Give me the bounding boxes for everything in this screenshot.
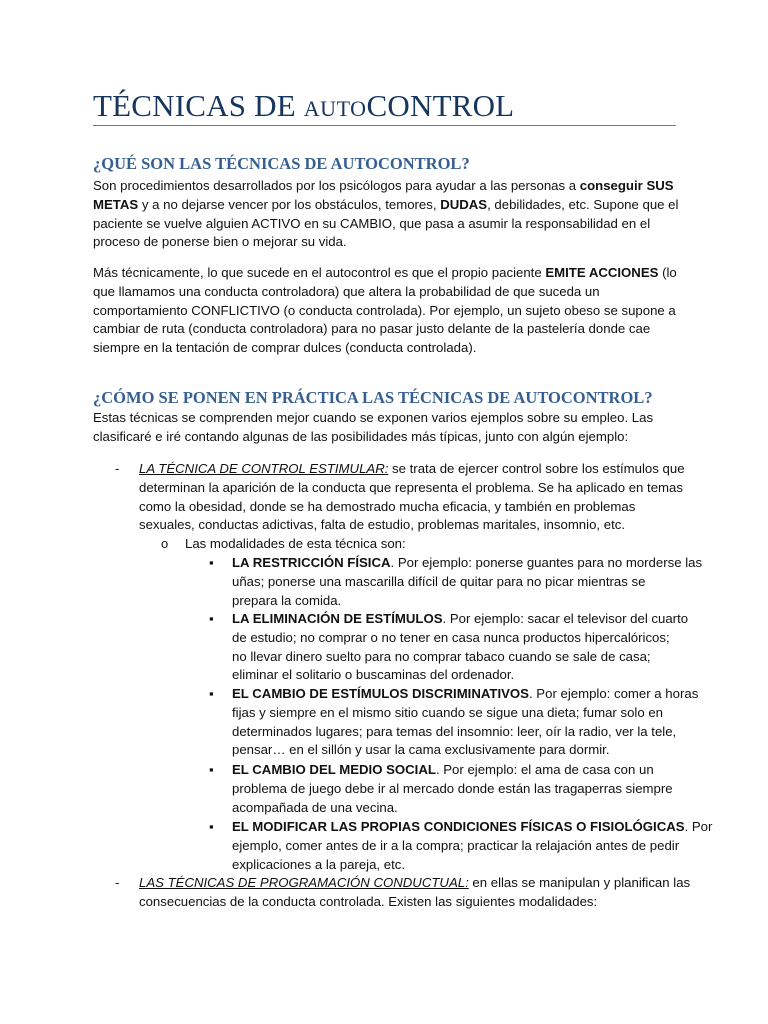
list-item-condiciones-fisicas: EL MODIFICAR LAS PROPIAS CONDICIONES FÍSICAS O FISIOLÓGICAS. Por ejemplo, comer antes de ir a la compra; practicar la relajación antes de pedir explicaciones a la pareja, etc.	[232, 819, 713, 872]
list-item-programacion-conductual: LAS TÉCNICAS DE PROGRAMACIÓN CONDUCTUAL: en ellas se manipulan y planifican las consecuencias de la conducta controlada. Existen las siguientes modalidades:	[139, 875, 691, 909]
page-title	[93, 86, 676, 129]
title-underline	[93, 125, 676, 126]
sub-list-item-modalidades: Las modalidades de esta técnica son:	[185, 536, 406, 551]
square-bullet-5: ▪	[209, 819, 214, 834]
item-label-programacion-conductual: LAS TÉCNICAS DE PROGRAMACIÓN CONDUCTUAL:	[139, 875, 469, 890]
square-bullet-3: ▪	[209, 686, 214, 701]
list-item-restriccion-fisica: LA RESTRICCIÓN FÍSICA. Por ejemplo: ponerse guantes para no morderse las uñas; ponerse una mascarilla difícil de quitar para no picar mientras se prepara la comida.	[232, 555, 703, 608]
item-label-control-estimular: LA TÉCNICA DE CONTROL ESTIMULAR:	[139, 461, 389, 476]
circle-bullet: o	[161, 536, 169, 551]
paragraph-1: Son procedimientos desarrollados por los psicólogos para ayudar a las personas a conseguir SUS METAS y a no dejarse vencer por los obstáculos, temores, DUDAS, debilidades, etc. Supone que el paciente se vuelve alguien ACTIVO en su CAMBIO, que pasa a asumir la responsabilidad en el proceso de ponerse bien o mejorar su vida.	[93, 178, 679, 250]
square-bullet-1: ▪	[209, 555, 214, 570]
title-part-3: CONTROL	[366, 88, 515, 123]
list-item-control-estimular: LA TÉCNICA DE CONTROL ESTIMULAR: se trata de ejercer control sobre los estímulos que determinan la aparición de la conducta que representa el problema. Se ha aplicado en temas como la obesidad, donde se ha demostrado mucha eficacia, y también en problemas sexuales, conductas adictivas, falta de estudio, problemas maritales, insomnio, etc.	[139, 461, 685, 533]
title-part-1: TÉCNICAS DE	[93, 88, 304, 123]
dash-bullet-2: -	[115, 875, 120, 890]
list-item-estimulos-discriminativos: EL CAMBIO DE ESTÍMULOS DISCRIMINATIVOS. Por ejemplo: comer a horas fijas y siempre en el mismo sitio cuando se sigue una dieta; fumar solo en determinados lugares; para temas del insomnio: leer, oír la radio, ver la tele, pensar… en el sillón y usar la cama exclusivamente para dormir.	[232, 686, 699, 758]
title-part-2: AUTO	[303, 96, 367, 121]
list-item-medio-social: EL CAMBIO DEL MEDIO SOCIAL. Por ejemplo: el ama de casa con un problema de juego debe ir al mercado donde están las tragaperras siempre acompañada de una vecina.	[232, 762, 673, 815]
list-item-eliminacion-estimulos: LA ELIMINACIÓN DE ESTÍMULOS. Por ejemplo: sacar el televisor del cuarto de estudio; no comprar o no tener en casa nunca productos hipercalóricos; no llevar dinero suelto para no comprar tabaco cuando se sale de casa; eliminar el solitario o buscaminas del ordenador.	[232, 611, 689, 683]
dash-bullet-1: -	[115, 461, 120, 476]
paragraph-2: Más técnicamente, lo que sucede en el autocontrol es que el propio paciente EMITE ACCIONES (lo que llamamos una conducta controladora) que altera la probabilidad de que suceda un comportamiento CONFLICTIVO (o conducta controlada). Por ejemplo, un sujeto obeso se supone a cambiar de ruta (conducta controladora) para no pasar justo delante de la pastelería donde cae siempre en la tentación de comprar dulces (conducta controlada).	[93, 265, 677, 356]
section-heading-1: ¿QUÉ SON LAS TÉCNICAS DE AUTOCONTROL?	[93, 154, 470, 173]
section-heading-2: ¿CÓMO SE PONEN EN PRÁCTICA LAS TÉCNICAS DE AUTOCONTROL?	[93, 388, 653, 407]
square-bullet-2: ▪	[209, 611, 214, 626]
square-bullet-4: ▪	[209, 762, 214, 777]
paragraph-intro: Estas técnicas se comprenden mejor cuando se exponen varios ejemplos sobre su empleo. Las clasificaré e iré contando algunas de las posibilidades más típicas, junto con algún ejemplo:	[93, 410, 654, 444]
